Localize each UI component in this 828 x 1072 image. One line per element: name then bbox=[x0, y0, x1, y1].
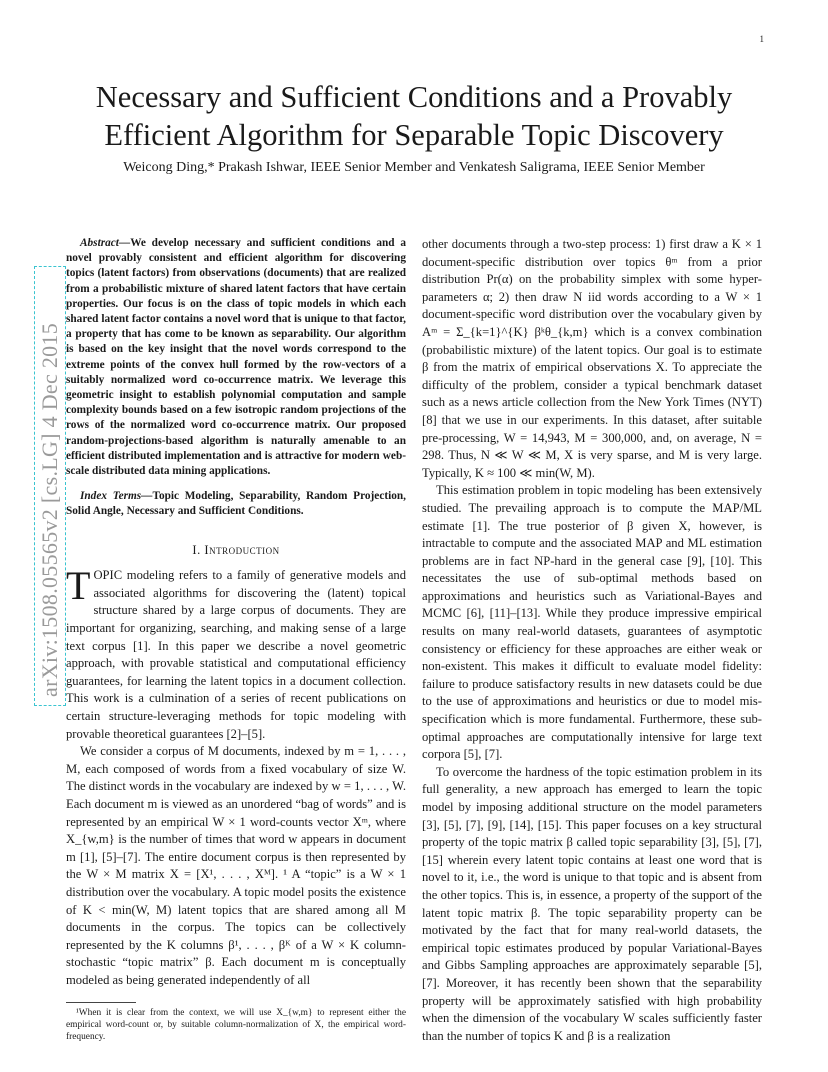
abstract bbox=[66, 236, 406, 479]
right-paragraph-1: other documents through a two-step process: 1) first draw a K × 1 document-specific distribution over topics θᵐ from a prior distribution Pr(α) on the probability simplex with some hyper-parameters α; 2) then draw N iid words according to a W × 1 document-specific word distribution over the vocabulary given by Aᵐ = Σ_{k=1}^{K} βᵏθ_{k,m} which is a convex combination (probabilistic mixture) of the latent topics. Our goal is to estimate β from the matrix of empirical observations X. To appreciate the difficulty of the problem, consider a typical benchmark dataset such as a news article collection from the New York Times (NYT) [8] that we use in our experiments. In this dataset, after suitable pre-processing, W = 14,943, M = 300,000, and, on average, N = 298. Thus, N ≪ W ≪ M, X is very sparse, and M is very large. Typically, K ≈ 100 ≪ min(W, M). bbox=[422, 237, 762, 480]
index-terms-text: Topic Modeling, Separability, Random Projection, Solid Angle, Necessary and Sufficient Conditions. bbox=[66, 490, 406, 518]
author-line: Weicong Ding,* Prakash Ishwar, IEEE Senior Member and Venkatesh Saligrama, IEEE Senior Member bbox=[123, 160, 705, 175]
title-line-1: Necessary and Sufficient Conditions and a Provably bbox=[95, 80, 733, 114]
intro-paragraph-1 bbox=[66, 563, 406, 743]
page-number: 1 bbox=[759, 34, 764, 44]
abstract-label: Abstract— bbox=[80, 237, 131, 249]
title-line-2: Efficient Algorithm for Separable Topic Discovery bbox=[104, 118, 724, 152]
abstract-text: We develop necessary and sufficient conditions and a novel provably consistent and efficient algorithm for discovering topics (latent factors) from observations (documents) that are realized from a probabilistic mixture of shared latent factors that have certain properties. Our focus is on the class of topic models in which each shared latent factor contains a novel word that is unique to that factor, a property that has come to be known as separability. Our algorithm is based on the key insight that the novel words correspond to the extreme points of the convex hull formed by the row-vectors of a suitably normalized word co-occurrence matrix. We leverage this geometric insight to establish polynomial computation and sample complexity bounds based on a few isotropic random projections of the rows of the normalized word co-occurrence matrix. Our proposed random-projections-based algorithm is naturally amenable to an efficient distributed implementation and is attractive for modern web-scale distributed data mining applications. bbox=[66, 237, 406, 478]
intro-paragraph-1-text: OPIC modeling refers to a family of generative models and associated algorithms for discovering the (latent) topical structure shared by a large corpus of documents. They are important for organizing, searching, and making sense of a large text corpus [1]. In this paper we describe a novel geometric approach, with provable statistical and computational efficiency guarantees, for learning the latent topics in a document collection. This work is a culmination of a series of recent publications on certain structure-leveraging methods for topic modeling with provable theoretical guarantees [2]–[5]. bbox=[66, 568, 406, 741]
footnote: ¹When it is clear from the context, we will use X_{w,m} to represent either the empirical word-count or, by suitable column-normalization of X, the empirical word-frequency. bbox=[66, 1007, 406, 1042]
intro-paragraph-2: We consider a corpus of M documents, indexed by m = 1, . . . , M, each composed of words from a fixed vocabulary of size W. The distinct words in the vocabulary are indexed by w = 1, . . . , W. Each document m is viewed as an unordered “bag of words” and is represented by an empirical W × 1 word-counts vector Xᵐ, where X_{w,m} is the number of times that word w appears in document m [1], [5]–[7]. The entire document corpus is then represented by the W × M matrix X = [X¹, . . . , Xᴹ]. ¹ A “topic” is a W × 1 distribution over the vocabulary. A topic model posits the existence of K < min(W, M) latent topics that are shared among all M documents in the corpus. The topics can be collectively represented by the K columns β¹, . . . , βᴷ of a W × K column-stochastic “topic matrix” β. Each document m is conceptually modeled as being generated independently of all bbox=[66, 744, 406, 987]
drop-cap: T bbox=[66, 563, 91, 609]
right-column bbox=[422, 236, 762, 1045]
section-heading-introduction: I. Introduction bbox=[192, 542, 280, 557]
footnote-divider bbox=[66, 1002, 136, 1003]
index-terms bbox=[66, 489, 406, 519]
index-terms-label: Index Terms— bbox=[80, 490, 153, 503]
right-paragraph-2: This estimation problem in topic modeling has been extensively studied. The prevailing approach is to compute the MAP/ML estimate [1]. The true posterior of β given X, however, is intractable to compute and the associated MAP and ML estimation problems are in fact NP-hard in the general case [9], [10]. This necessitates the use of sub-optimal methods based on approximations and heuristics such as Variational-Bayes and MCMC [6], [11]–[13]. While they produce impressive empirical results on many real-world datasets, guarantees of asymptotic consistency or efficiency for these approaches are either weak or non-existent. This makes it difficult to evaluate model fidelity: failure to produce satisfactory results in new datasets could be due to the use of approximations and heuristics or due to model mis-specification which is more fundamental. Furthermore, these sub-optimal approaches are computationally intensive for large text corpora [5], [7]. bbox=[422, 483, 762, 762]
arxiv-identifier-stamp: arXiv:1508.05565v2 [cs.LG] 4 Dec 2015 bbox=[34, 266, 66, 706]
paper-title bbox=[0, 78, 828, 154]
right-paragraph-3: To overcome the hardness of the topic estimation problem in its full generality, a new approach has emerged to learn the topic model by imposing additional structure on the model parameters [3], [5], [7], [9], [14], [15]. This paper focuses on a key structural property of the topic matrix β called topic separability [3], [5], [7], [15] wherein every latent topic contains at least one word that is novel to it, i.e., the word is unique to that topic and is absent from the other topics. This is, in essence, a property of the support of the latent topic matrix β. The topic separability property can be motivated by the fact that for many real-world datasets, the empirical topic estimates produced by popular Variational-Bayes and Gibbs Sampling approaches are approximately separable [5], [7]. Moreover, it has recently been shown that the separability property will be approximately satisfied with high probability when the dimension of the vocabulary W scales sufficiently faster than the number of topics K and β is a realization bbox=[422, 764, 762, 1043]
left-column bbox=[66, 236, 406, 1043]
